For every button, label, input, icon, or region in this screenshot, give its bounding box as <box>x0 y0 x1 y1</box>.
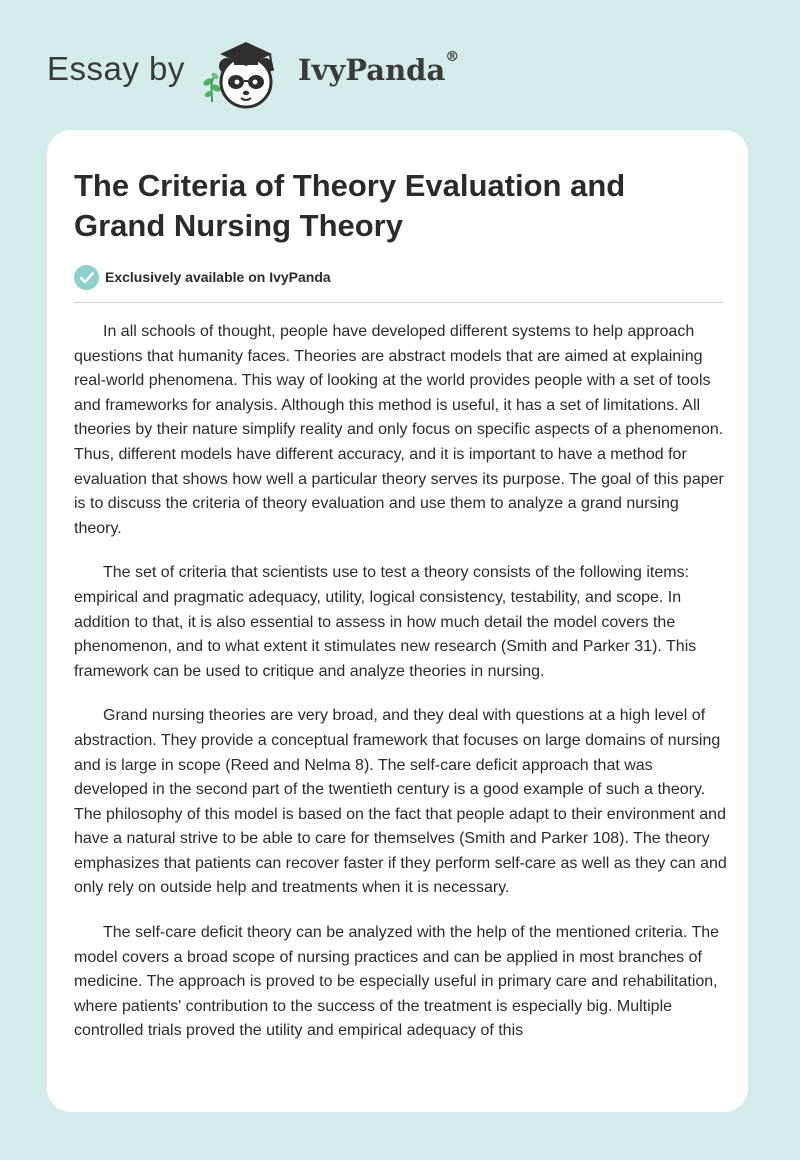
essay-paragraph-2: The set of criteria that scientists use to test a theory consists of the following items: empirical and pragmatic adequacy, utility, logical consistency, testability, and scope. In addition to that, it is also essential to assess in how much detail the model covers the phenomenon, and to what extent it stimulates new research (Smith and Parker 31). This framework can be used to critique and analyze theories in nursing. <box>74 564 697 680</box>
essay-title: The Criteria of Theory Evaluation and Grand Nursing Theory <box>74 168 626 243</box>
essay-paragraph-1: In all schools of thought, people have developed different systems to help approach questions that humanity faces. Theories are abstract models that are aimed at explaining real-world phenomena. This way of looking at the world provides people with a set of tools and frameworks for analysis. Although this method is useful, it has a set of limitations. All theories by their nature simplify reality and only focus on specific aspects of a phenomenon. Thus, different models have different accuracy, and it is important to have a method for evaluation that shows how well a particular theory serves its purpose. The goal of this paper is to discuss the criteria of theory evaluation and use them to analyze a grand nursing theory. <box>74 323 724 537</box>
registered-mark: ® <box>445 49 460 65</box>
essay-card <box>47 130 748 1112</box>
brand-name-text: IvyPanda <box>298 53 446 87</box>
brand-name[interactable] <box>298 49 460 87</box>
panda-graduate-logo-icon[interactable] <box>200 36 292 110</box>
essay-paragraph-3: Grand nursing theories are very broad, and they deal with questions at a high level of abstraction. They provide a conceptual framework that focuses on large domains of nursing and is large in scope (Reed and Nelma 8). The self-care deficit approach that was developed in the second part of the twentieth century is a good example of such a theory. The philosophy of this model is based on the fact that people adapt to their environment and have a natural strive to be able to care for themselves (Smith and Parker 108). The theory emphasizes that patients can recover faster if they perform self-care as well as they can and only rely on outside help and treatments when it is necessary. <box>74 707 727 897</box>
exclusive-badge <box>74 264 331 290</box>
essay-by-label: Essay by <box>47 50 185 87</box>
site-header <box>0 0 800 130</box>
title-divider <box>74 302 723 303</box>
essay-paragraph-4: The self-care deficit theory can be analyzed with the help of the mentioned criteria. The model covers a broad scope of nursing practices and can be applied in most branches of medicine. The approach is proved to be especially useful in primary care and rehabilitation, where patients' contribution to the success of the treatment is especially big. Multiple controlled trials proved the utility and empirical adequacy of this <box>74 924 720 1040</box>
check-circle-icon <box>74 265 99 290</box>
exclusive-badge-label: Exclusively available on IvyPanda <box>105 269 331 285</box>
essay-body <box>74 320 727 1064</box>
